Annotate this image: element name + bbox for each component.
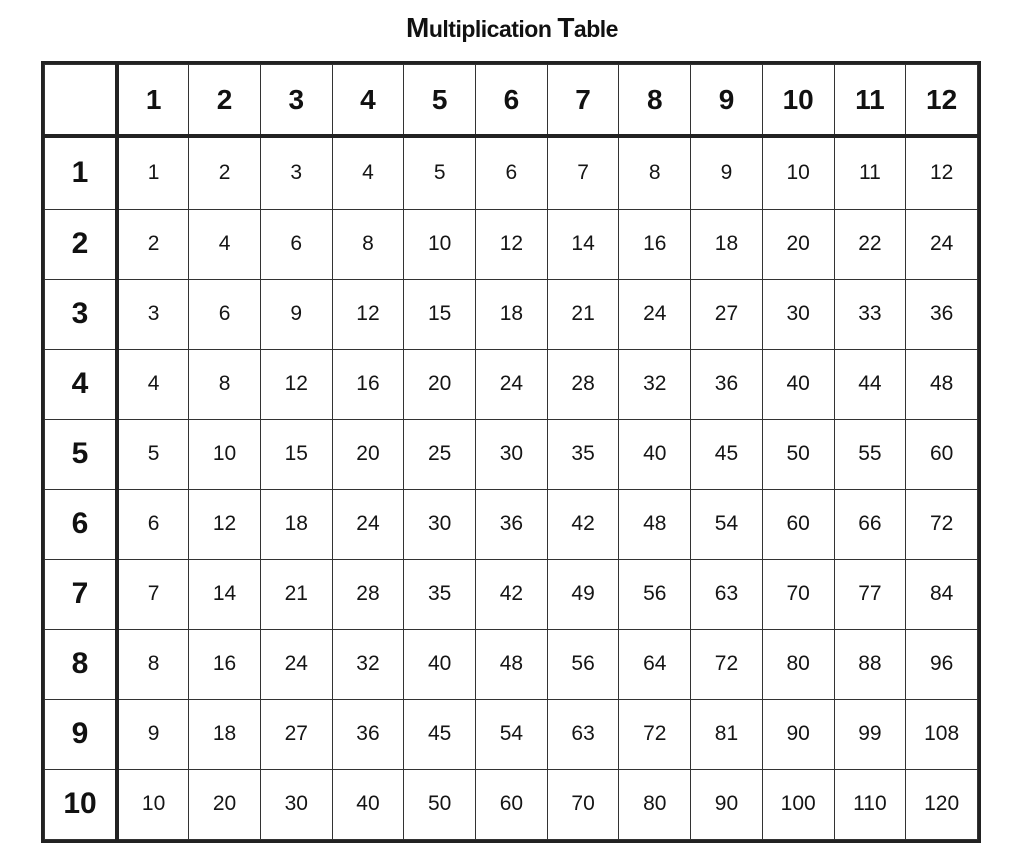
product-cell: 14 [547,209,619,279]
column-header-9: 9 [691,65,763,137]
product-cell: 63 [547,699,619,769]
product-cell: 2 [189,136,261,209]
title-second-cap: T [557,12,574,43]
row-header-9: 9 [45,699,118,769]
title-first-rest: ultiplication [428,16,552,42]
product-cell: 6 [476,136,548,209]
product-cell: 12 [260,349,332,419]
product-cell: 80 [762,629,834,699]
product-cell: 56 [547,629,619,699]
product-cell: 24 [476,349,548,419]
product-cell: 60 [906,419,978,489]
title-second-rest: able [573,16,618,42]
product-cell: 56 [619,559,691,629]
product-cell: 35 [404,559,476,629]
product-cell: 20 [332,419,404,489]
column-header-6: 6 [476,65,548,137]
product-cell: 12 [476,209,548,279]
product-cell: 90 [762,699,834,769]
row-header-8: 8 [45,629,118,699]
product-cell: 40 [619,419,691,489]
column-header-8: 8 [619,65,691,137]
product-cell: 7 [117,559,189,629]
page-title [0,12,1024,44]
product-cell: 80 [619,769,691,839]
product-cell: 110 [834,769,906,839]
product-cell: 40 [332,769,404,839]
product-cell: 88 [834,629,906,699]
product-cell: 42 [547,489,619,559]
product-cell: 7 [547,136,619,209]
product-cell: 32 [619,349,691,419]
product-cell: 15 [260,419,332,489]
product-cell: 36 [906,279,978,349]
product-cell: 9 [117,699,189,769]
product-cell: 40 [762,349,834,419]
product-cell: 99 [834,699,906,769]
product-cell: 10 [404,209,476,279]
product-cell: 36 [332,699,404,769]
multiplication-table [44,64,978,840]
column-header-11: 11 [834,65,906,137]
product-cell: 90 [691,769,763,839]
multiplication-table-frame [41,61,981,843]
product-cell: 4 [117,349,189,419]
product-cell: 4 [332,136,404,209]
product-cell: 10 [189,419,261,489]
table-row [45,699,978,769]
row-header-2: 2 [45,209,118,279]
product-cell: 11 [834,136,906,209]
table-row [45,559,978,629]
product-cell: 54 [476,699,548,769]
product-cell: 16 [332,349,404,419]
product-cell: 18 [260,489,332,559]
title-first-cap: M [406,12,429,43]
table-row [45,419,978,489]
product-cell: 3 [260,136,332,209]
product-cell: 12 [332,279,404,349]
product-cell: 50 [762,419,834,489]
product-cell: 24 [332,489,404,559]
product-cell: 9 [260,279,332,349]
row-header-10: 10 [45,769,118,839]
product-cell: 55 [834,419,906,489]
product-cell: 30 [762,279,834,349]
product-cell: 5 [117,419,189,489]
product-cell: 24 [260,629,332,699]
product-cell: 10 [762,136,834,209]
product-cell: 5 [404,136,476,209]
product-cell: 45 [404,699,476,769]
column-header-3: 3 [260,65,332,137]
row-header-7: 7 [45,559,118,629]
product-cell: 35 [547,419,619,489]
row-header-5: 5 [45,419,118,489]
product-cell: 32 [332,629,404,699]
product-cell: 30 [404,489,476,559]
product-cell: 3 [117,279,189,349]
product-cell: 18 [691,209,763,279]
product-cell: 20 [189,769,261,839]
product-cell: 25 [404,419,476,489]
product-cell: 10 [117,769,189,839]
product-cell: 66 [834,489,906,559]
product-cell: 6 [189,279,261,349]
product-cell: 16 [189,629,261,699]
table-row [45,209,978,279]
product-cell: 30 [476,419,548,489]
product-cell: 81 [691,699,763,769]
product-cell: 22 [834,209,906,279]
product-cell: 60 [476,769,548,839]
column-header-12: 12 [906,65,978,137]
product-cell: 70 [547,769,619,839]
table-row [45,489,978,559]
table-row [45,769,978,839]
product-cell: 42 [476,559,548,629]
product-cell: 4 [189,209,261,279]
product-cell: 8 [332,209,404,279]
product-cell: 36 [476,489,548,559]
product-cell: 60 [762,489,834,559]
product-cell: 27 [260,699,332,769]
product-cell: 27 [691,279,763,349]
product-cell: 33 [834,279,906,349]
product-cell: 77 [834,559,906,629]
table-row [45,629,978,699]
product-cell: 12 [906,136,978,209]
product-cell: 30 [260,769,332,839]
product-cell: 72 [619,699,691,769]
column-header-10: 10 [762,65,834,137]
product-cell: 24 [619,279,691,349]
product-cell: 49 [547,559,619,629]
product-cell: 50 [404,769,476,839]
table-row [45,349,978,419]
product-cell: 18 [476,279,548,349]
product-cell: 24 [906,209,978,279]
product-cell: 54 [691,489,763,559]
product-cell: 8 [117,629,189,699]
product-cell: 28 [547,349,619,419]
product-cell: 64 [619,629,691,699]
product-cell: 72 [906,489,978,559]
product-cell: 44 [834,349,906,419]
product-cell: 6 [260,209,332,279]
product-cell: 70 [762,559,834,629]
product-cell: 9 [691,136,763,209]
column-header-7: 7 [547,65,619,137]
product-cell: 21 [547,279,619,349]
product-cell: 2 [117,209,189,279]
product-cell: 6 [117,489,189,559]
product-cell: 18 [189,699,261,769]
table-body [45,65,978,840]
product-cell: 48 [619,489,691,559]
column-header-1: 1 [117,65,189,137]
product-cell: 48 [476,629,548,699]
product-cell: 1 [117,136,189,209]
product-cell: 8 [619,136,691,209]
product-cell: 16 [619,209,691,279]
product-cell: 28 [332,559,404,629]
product-cell: 120 [906,769,978,839]
product-cell: 108 [906,699,978,769]
product-cell: 72 [691,629,763,699]
product-cell: 14 [189,559,261,629]
column-header-2: 2 [189,65,261,137]
product-cell: 40 [404,629,476,699]
product-cell: 20 [762,209,834,279]
product-cell: 21 [260,559,332,629]
column-header-5: 5 [404,65,476,137]
product-cell: 36 [691,349,763,419]
product-cell: 100 [762,769,834,839]
corner-cell [45,65,118,137]
product-cell: 12 [189,489,261,559]
column-header-4: 4 [332,65,404,137]
product-cell: 45 [691,419,763,489]
row-header-6: 6 [45,489,118,559]
row-header-4: 4 [45,349,118,419]
product-cell: 84 [906,559,978,629]
table-row [45,279,978,349]
table-row [45,136,978,209]
header-row [45,65,978,137]
product-cell: 20 [404,349,476,419]
product-cell: 48 [906,349,978,419]
product-cell: 96 [906,629,978,699]
product-cell: 8 [189,349,261,419]
row-header-1: 1 [45,136,118,209]
product-cell: 63 [691,559,763,629]
row-header-3: 3 [45,279,118,349]
product-cell: 15 [404,279,476,349]
